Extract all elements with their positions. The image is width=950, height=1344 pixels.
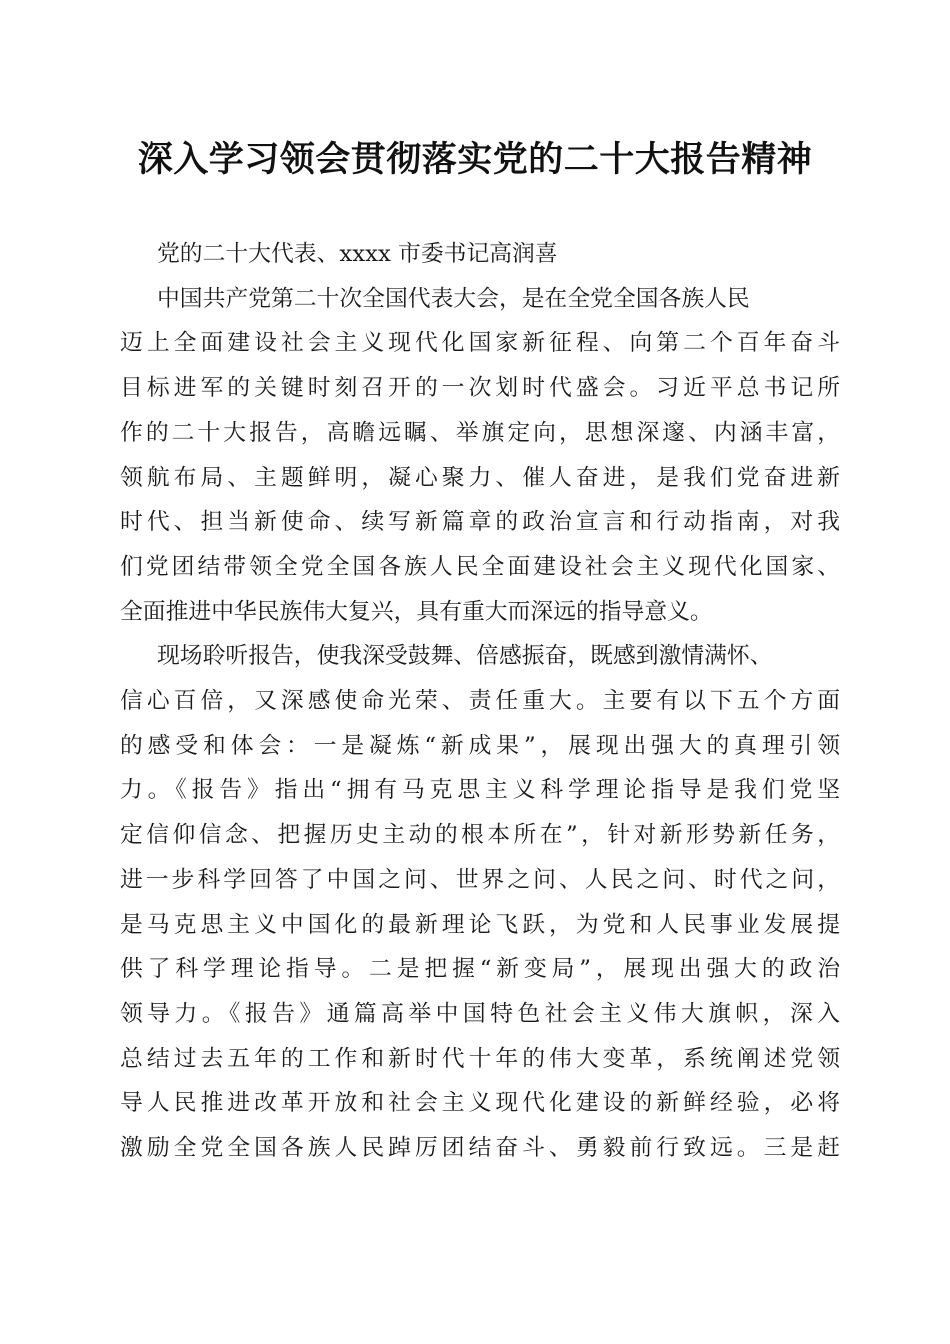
paragraph-2-line: 领导力。《报告》通篇高举中国特色社会主义伟大旗帜，深入 (120, 1000, 840, 1027)
paragraph-1-line: 迈上全面建设社会主义现代化国家新征程、向第二个百年奋斗 (120, 330, 840, 357)
paragraph-2-line: 力。《报告》指出“拥有马克思主义科学理论指导是我们党坚 (120, 777, 840, 804)
paragraph-2-line: 导人民推进改革开放和社会主义现代化建设的新鲜经验，必将 (120, 1090, 840, 1117)
paragraph-2-line: 是马克思主义中国化的最新理论飞跃，为党和人民事业发展提 (120, 911, 840, 938)
paragraph-1-line: 全面推进中华民族伟大复兴，具有重大而深远的指导意义。 (120, 598, 713, 625)
paragraph-2-line: 定信仰信念、把握历史主动的根本所在”，针对新形势新任务， (120, 822, 840, 849)
paragraph-1-line: 们党团结带领全党全国各族人民全面建设社会主义现代化国家、 (120, 553, 840, 580)
paragraph-1-line: 领航布局、主题鲜明，凝心聚力、催人奋进，是我们党奋进新 (120, 464, 840, 491)
paragraph-2-line: 总结过去五年的工作和新时代十年的伟大变革，系统阐述党领 (120, 1045, 840, 1072)
paragraph-1-line: 作的二十大报告，高瞻远瞩、举旗定向，思想深邃、内涵丰富， (120, 419, 840, 446)
paragraph-1-line: 目标进军的关键时刻召开的一次划时代盛会。习近平总书记所 (120, 375, 840, 402)
document-title: 深入学习领会贯彻落实党的二十大报告精神 (137, 139, 813, 180)
byline: 党的二十大代表、xxxx 市委书记高润喜 (157, 241, 558, 267)
paragraph-1-line: 中国共产党第二十次全国代表大会，是在全党全国各族人民 (157, 285, 750, 312)
paragraph-2-line: 进一步科学回答了中国之问、世界之问、人民之问、时代之问， (120, 866, 840, 893)
paragraph-2-line: 激励全党全国各族人民踔厉团结奋斗、勇毅前行致远。三是赶 (120, 1135, 840, 1161)
paragraph-1-line: 时代、担当新使命、续写新篇章的政治宣言和行动指南，对我 (120, 509, 840, 536)
paragraph-2-line: 供了科学理论指导。二是把握“新变局”，展现出强大的政治 (120, 956, 840, 983)
paragraph-2-line: 的感受和体会：一是凝炼“新成果”，展现出强大的真理引领 (120, 732, 840, 759)
paragraph-2-line: 信心百倍，又深感使命光荣、责任重大。主要有以下五个方面 (120, 688, 840, 714)
paragraph-2-line: 现场聆听报告，使我深受鼓舞、倍感振奋，既感到激情满怀、 (157, 643, 773, 670)
